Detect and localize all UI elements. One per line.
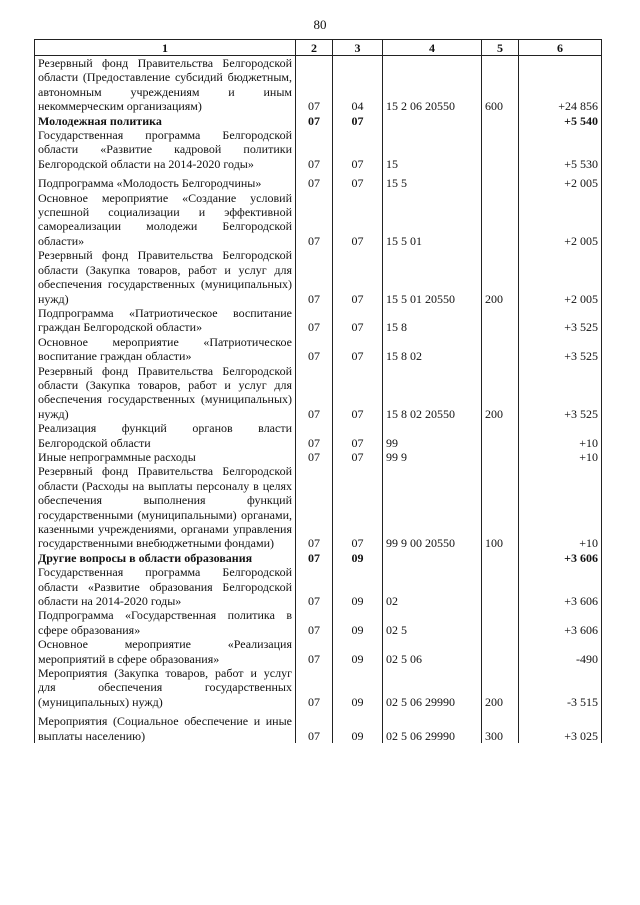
- row-subsection: 09: [333, 608, 383, 637]
- row-amount: +10: [519, 464, 602, 550]
- row-section: 07: [296, 709, 333, 743]
- row-amount: +10: [519, 421, 602, 450]
- table-row: [35, 666, 602, 709]
- row-expense-type: 200: [482, 364, 519, 422]
- row-subsection: 07: [333, 364, 383, 422]
- row-section: 07: [296, 551, 333, 565]
- row-amount: +2 005: [519, 171, 602, 190]
- table-row: [35, 171, 602, 190]
- row-target-article: 15 8 02: [383, 335, 482, 364]
- row-target-article: 15 2 06 20550: [383, 56, 482, 114]
- row-subsection: 09: [333, 551, 383, 565]
- row-section: 07: [296, 421, 333, 450]
- row-section: 07: [296, 464, 333, 550]
- row-amount: +3 606: [519, 551, 602, 565]
- row-subsection: 09: [333, 709, 383, 743]
- row-section: 07: [296, 171, 333, 190]
- row-expense-type: [482, 191, 519, 249]
- table-header-row: [35, 40, 602, 56]
- row-expense-type: 300: [482, 709, 519, 743]
- row-expense-type: [482, 306, 519, 335]
- row-name: Иные непрограммные расходы: [35, 450, 296, 464]
- row-amount: +2 005: [519, 248, 602, 306]
- row-expense-type: [482, 421, 519, 450]
- table-row: [35, 248, 602, 306]
- row-amount: -3 515: [519, 666, 602, 709]
- row-target-article: [383, 114, 482, 128]
- row-target-article: 15 8: [383, 306, 482, 335]
- table-row: [35, 608, 602, 637]
- column-header: 5: [482, 40, 519, 56]
- row-target-article: 99 9 00 20550: [383, 464, 482, 550]
- table-row: [35, 565, 602, 608]
- row-section: 07: [296, 335, 333, 364]
- row-section: 07: [296, 128, 333, 171]
- row-amount: +3 606: [519, 565, 602, 608]
- row-name: Подпрограмма «Молодость Белгородчины»: [35, 171, 296, 190]
- row-target-article: [383, 551, 482, 565]
- row-section: 07: [296, 666, 333, 709]
- row-subsection: 07: [333, 191, 383, 249]
- row-target-article: 99: [383, 421, 482, 450]
- row-expense-type: [482, 450, 519, 464]
- row-amount: +5 530: [519, 128, 602, 171]
- row-expense-type: [482, 114, 519, 128]
- row-expense-type: 100: [482, 464, 519, 550]
- column-header: 4: [383, 40, 482, 56]
- row-name: Резервный фонд Правительства Белгородской области (Расходы на выплаты персоналу в целях обеспечения выполнения функций государственными (муниципальными) органами, казенными учреждениями, органами управления государственными внебюджетными фондами): [35, 464, 296, 550]
- row-target-article: 02 5 06 29990: [383, 709, 482, 743]
- row-subsection: 07: [333, 464, 383, 550]
- row-name: Основное мероприятие «Реализация мероприятий в сфере образования»: [35, 637, 296, 666]
- row-target-article: 02 5 06: [383, 637, 482, 666]
- row-name: Основное мероприятие «Создание условий успешной социализации и эффективной самореализации молодежи Белгородской области»: [35, 191, 296, 249]
- table-row: [35, 56, 602, 114]
- row-name: Молодежная политика: [35, 114, 296, 128]
- row-target-article: 02 5: [383, 608, 482, 637]
- table-row: [35, 306, 602, 335]
- row-expense-type: 600: [482, 56, 519, 114]
- table-row: [35, 364, 602, 422]
- table-row: [35, 114, 602, 128]
- row-amount: +3 025: [519, 709, 602, 743]
- row-name: Подпрограмма «Государственная политика в сфере образования»: [35, 608, 296, 637]
- table-row: [35, 464, 602, 550]
- row-subsection: 07: [333, 421, 383, 450]
- row-subsection: 09: [333, 565, 383, 608]
- row-section: 07: [296, 306, 333, 335]
- table-row: [35, 637, 602, 666]
- table-row: [35, 450, 602, 464]
- row-subsection: 09: [333, 637, 383, 666]
- table-row: [35, 128, 602, 171]
- table-row: [35, 709, 602, 743]
- row-subsection: 07: [333, 306, 383, 335]
- row-name: Другие вопросы в области образования: [35, 551, 296, 565]
- row-name: Государственная программа Белгородской области «Развитие образования Белгородской области на 2014-2020 годы»: [35, 565, 296, 608]
- row-expense-type: 200: [482, 666, 519, 709]
- row-section: 07: [296, 364, 333, 422]
- row-section: 07: [296, 637, 333, 666]
- row-subsection: 07: [333, 450, 383, 464]
- row-section: 07: [296, 114, 333, 128]
- row-expense-type: 200: [482, 248, 519, 306]
- row-subsection: 07: [333, 128, 383, 171]
- row-target-article: 15 8 02 20550: [383, 364, 482, 422]
- row-target-article: 99 9: [383, 450, 482, 464]
- row-amount: -490: [519, 637, 602, 666]
- row-target-article: 02: [383, 565, 482, 608]
- row-amount: +2 005: [519, 191, 602, 249]
- table-row: [35, 551, 602, 565]
- row-name: Резервный фонд Правительства Белгородской области (Закупка товаров, работ и услуг для обеспечения государственных (муниципальных) нужд): [35, 248, 296, 306]
- row-expense-type: [482, 565, 519, 608]
- row-target-article: 15: [383, 128, 482, 171]
- table-row: [35, 191, 602, 249]
- row-name: Резервный фонд Правительства Белгородской области (Закупка товаров, работ и услуг для обеспечения государственных (муниципальных) нужд): [35, 364, 296, 422]
- row-section: 07: [296, 565, 333, 608]
- row-name: Основное мероприятие «Патриотическое воспитание граждан области»: [35, 335, 296, 364]
- row-name: Мероприятия (Социальное обеспечение и иные выплаты населению): [35, 709, 296, 743]
- row-expense-type: [482, 551, 519, 565]
- row-expense-type: [482, 171, 519, 190]
- row-amount: +24 856: [519, 56, 602, 114]
- row-amount: +3 525: [519, 306, 602, 335]
- page-number: 80: [313, 17, 327, 32]
- row-section: 07: [296, 248, 333, 306]
- row-subsection: 07: [333, 171, 383, 190]
- row-subsection: 07: [333, 248, 383, 306]
- row-subsection: 07: [333, 335, 383, 364]
- row-subsection: 09: [333, 666, 383, 709]
- row-section: 07: [296, 191, 333, 249]
- column-header: 1: [35, 40, 296, 56]
- row-section: 07: [296, 56, 333, 114]
- row-name: Подпрограмма «Патриотическое воспитание граждан Белгородской области»: [35, 306, 296, 335]
- budget-table: [34, 39, 602, 743]
- row-target-article: 02 5 06 29990: [383, 666, 482, 709]
- row-target-article: 15 5 01 20550: [383, 248, 482, 306]
- row-amount: +3 525: [519, 364, 602, 422]
- row-expense-type: [482, 608, 519, 637]
- row-section: 07: [296, 450, 333, 464]
- row-name: Государственная программа Белгородской области «Развитие кадровой политики Белгородской области на 2014-2020 годы»: [35, 128, 296, 171]
- row-expense-type: [482, 335, 519, 364]
- row-amount: +3 525: [519, 335, 602, 364]
- row-subsection: 04: [333, 56, 383, 114]
- row-target-article: 15 5: [383, 171, 482, 190]
- table-row: [35, 335, 602, 364]
- column-header: 6: [519, 40, 602, 56]
- row-section: 07: [296, 608, 333, 637]
- row-subsection: 07: [333, 114, 383, 128]
- row-name: Мероприятия (Закупка товаров, работ и услуг для обеспечения государственных (муниципальных) нужд): [35, 666, 296, 709]
- row-name: Реализация функций органов власти Белгородской области: [35, 421, 296, 450]
- row-expense-type: [482, 128, 519, 171]
- table-row: [35, 421, 602, 450]
- row-amount: +3 606: [519, 608, 602, 637]
- column-header: 3: [333, 40, 383, 56]
- row-amount: +5 540: [519, 114, 602, 128]
- row-target-article: 15 5 01: [383, 191, 482, 249]
- row-amount: +10: [519, 450, 602, 464]
- row-expense-type: [482, 637, 519, 666]
- row-name: Резервный фонд Правительства Белгородской области (Предоставление субсидий бюджетным, автономным учреждениям и иным некоммерческим организациям): [35, 56, 296, 114]
- column-header: 2: [296, 40, 333, 56]
